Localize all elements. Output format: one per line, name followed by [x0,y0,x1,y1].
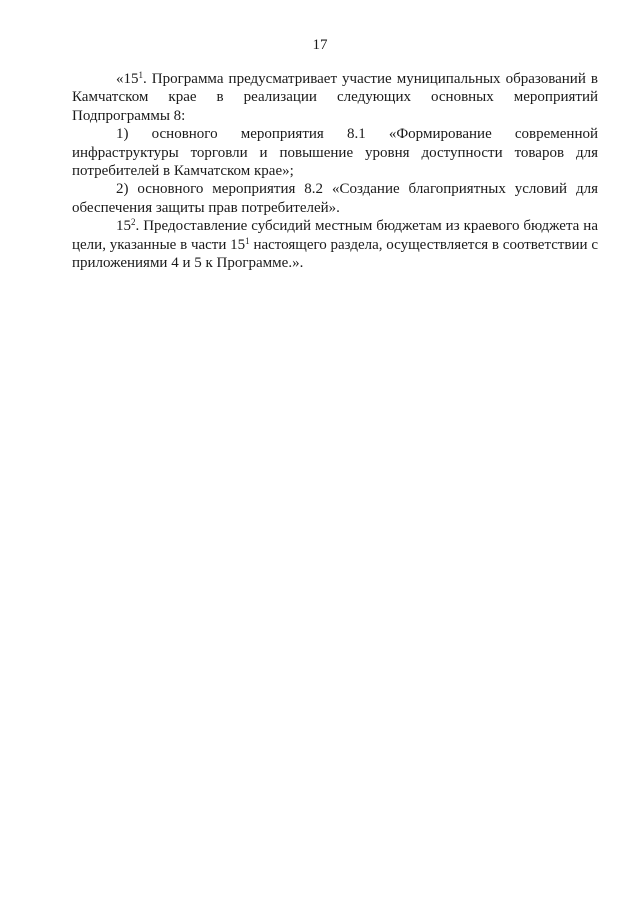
superscript: 1 [138,70,143,80]
paragraph-text: . Предоставление субсидий местным бюджетам из краевого бюджета на цели, указанные в части 15 [72,218,598,253]
paragraph-text: . Программа предусматривает участие муниципальных образований в Камчатском крае в реализации следующих основных мероприятий Подпрограммы 8: [72,71,598,124]
page-number: 17 [312,37,328,53]
superscript: 2 [131,217,136,228]
paragraph-program-participation [72,70,598,125]
paragraph-text: 2) основного мероприятия 8.2 «Создание благоприятных условий для обеспечения защиты прав потребителей». [72,181,598,216]
paragraph-text: 15 [116,218,131,235]
paragraph-subsidies [72,217,598,272]
paragraph-measure-8-2 [72,180,598,217]
superscript: 1 [245,235,250,246]
paragraph-measure-8-1 [72,125,598,180]
paragraph-text: «15 [116,71,139,87]
paragraph-text: настоящего раздела, осуществляется в соответствии с приложениями 4 и 5 к Программе.». [72,236,598,272]
body-text [72,70,598,272]
paragraph-text: 1) основного мероприятия 8.1 «Формирование современной инфраструктуры торговли и повышение уровня доступности товаров для потребителей в Камчатском крае»; [72,126,598,180]
